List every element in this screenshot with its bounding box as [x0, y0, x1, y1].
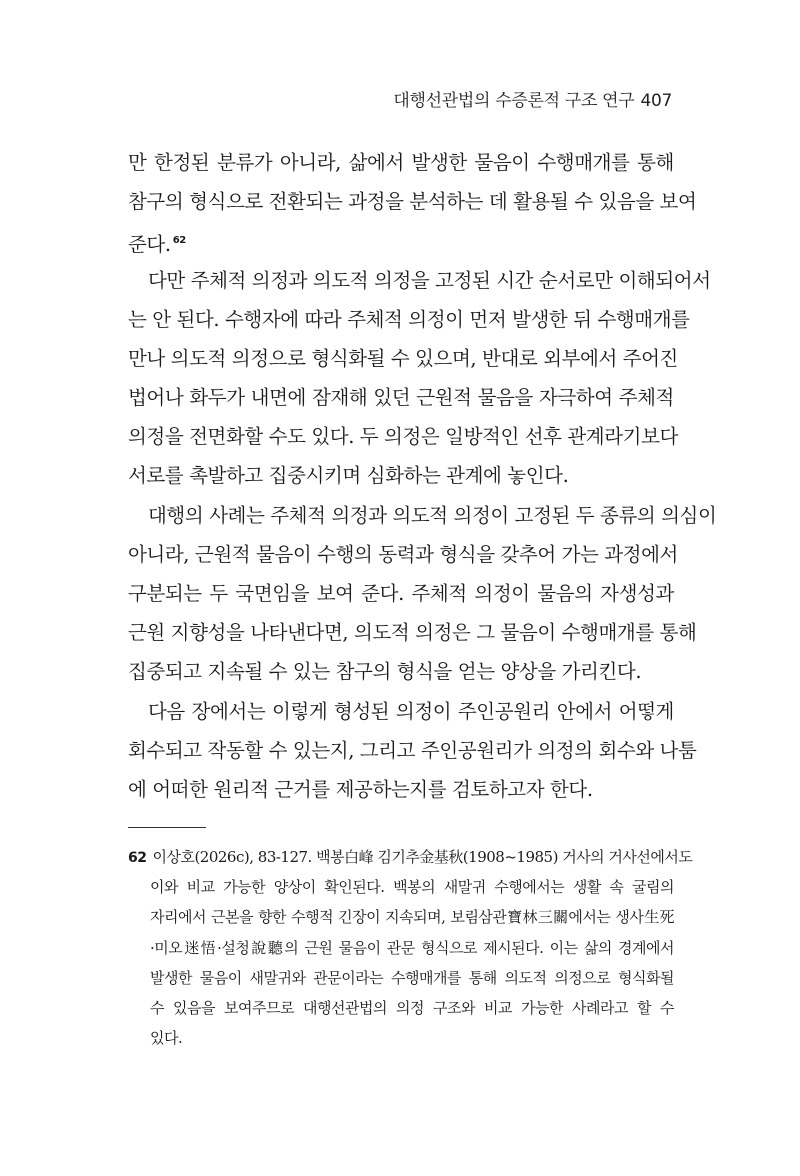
- body-line: 에 어떠한 원리적 근거를 제공하는지를 검토하고자 한다.: [128, 778, 593, 801]
- body-line: 근원 지향성을 나타낸다면, 의도적 의정은 그 물음이 수행매개를 통해: [128, 621, 697, 644]
- body-line: 구분되는 두 국면임을 보여 준다. 주체적 의정이 물음의 자생성과: [128, 582, 674, 605]
- footnote-ref: 62: [172, 235, 186, 246]
- footnote-divider: [128, 827, 206, 828]
- body-line-text: 준다.: [128, 233, 171, 256]
- footnote-line: 발생한 물음이 새말귀와 관문이라는 수행매개를 통해 의도적 의정으로 형식화될: [150, 969, 674, 987]
- running-header: [393, 86, 672, 111]
- footnote-line: [128, 846, 693, 869]
- body-line: 다만 주체적 의정과 의도적 의정을 고정된 시간 순서로만 이해되어서: [148, 269, 711, 292]
- footnote-line: 자리에서 근본을 향한 수행적 긴장이 지속되며, 보림삼관寶林三關에서는 생사生死: [150, 908, 674, 926]
- body-line: 대행의 사례는 주체적 의정과 의도적 의정이 고정된 두 종류의 의심이: [148, 504, 717, 527]
- footnote-line: 이와 비교 가능한 양상이 확인된다. 백봉의 새말귀 수행에서는 생활 속 굴림의: [150, 878, 674, 896]
- body-line: [128, 227, 674, 259]
- body-line: 회수되고 작동할 수 있는지, 그리고 주인공원리가 의정의 회수와 나툼: [128, 739, 697, 762]
- footnote-text: 이상호(2026c), 83-127. 백봉白峰 김기추金基秋(1908~1985) 거사의 거사선에서도: [152, 848, 693, 866]
- header-title: 대행선관법의 수증론적 구조 연구: [393, 91, 635, 111]
- body-line: 다음 장에서는 이렇게 형성된 의정이 주인공원리 안에서 어떻게: [148, 700, 674, 723]
- body-line: 아니라, 근원적 물음이 수행의 동력과 형식을 갖추어 가는 과정에서: [128, 543, 678, 566]
- body-line: 의정을 전면화할 수도 있다. 두 의정은 일방적인 선후 관계라기보다: [128, 425, 678, 448]
- footnote-line: ·미오迷悟·설청說聽의 근원 물음이 관문 형식으로 제시된다. 이는 삶의 경계에서: [150, 939, 674, 957]
- body-line: 만나 의도적 의정으로 형식화될 수 있으며, 반대로 외부에서 주어진: [128, 347, 678, 370]
- footnote-line: 수 있음을 보여주므로 대행선관법의 의정 구조와 비교 가능한 사례라고 할 수: [150, 999, 674, 1017]
- footnote-number: 62: [128, 850, 147, 866]
- body-line: 서로를 촉발하고 집중시키며 심화하는 관계에 놓인다.: [128, 464, 569, 487]
- body-line: 법어나 화두가 내면에 잠재해 있던 근원적 물음을 자극하여 주체적: [128, 386, 674, 409]
- body-line: 집중되고 지속될 수 있는 참구의 형식을 얻는 양상을 가리킨다.: [128, 660, 642, 683]
- body-line: 는 안 된다. 수행자에 따라 주체적 의정이 먼저 발생한 뒤 수행매개를: [128, 308, 690, 331]
- body-line: 참구의 형식으로 전환되는 과정을 분석하는 데 활용될 수 있음을 보여: [128, 190, 697, 213]
- body-line: 만 한정된 분류가 아니라, 삶에서 발생한 물음이 수행매개를 통해: [128, 151, 674, 174]
- page-number: 407: [640, 91, 672, 111]
- footnote-line: 있다.: [150, 1029, 183, 1047]
